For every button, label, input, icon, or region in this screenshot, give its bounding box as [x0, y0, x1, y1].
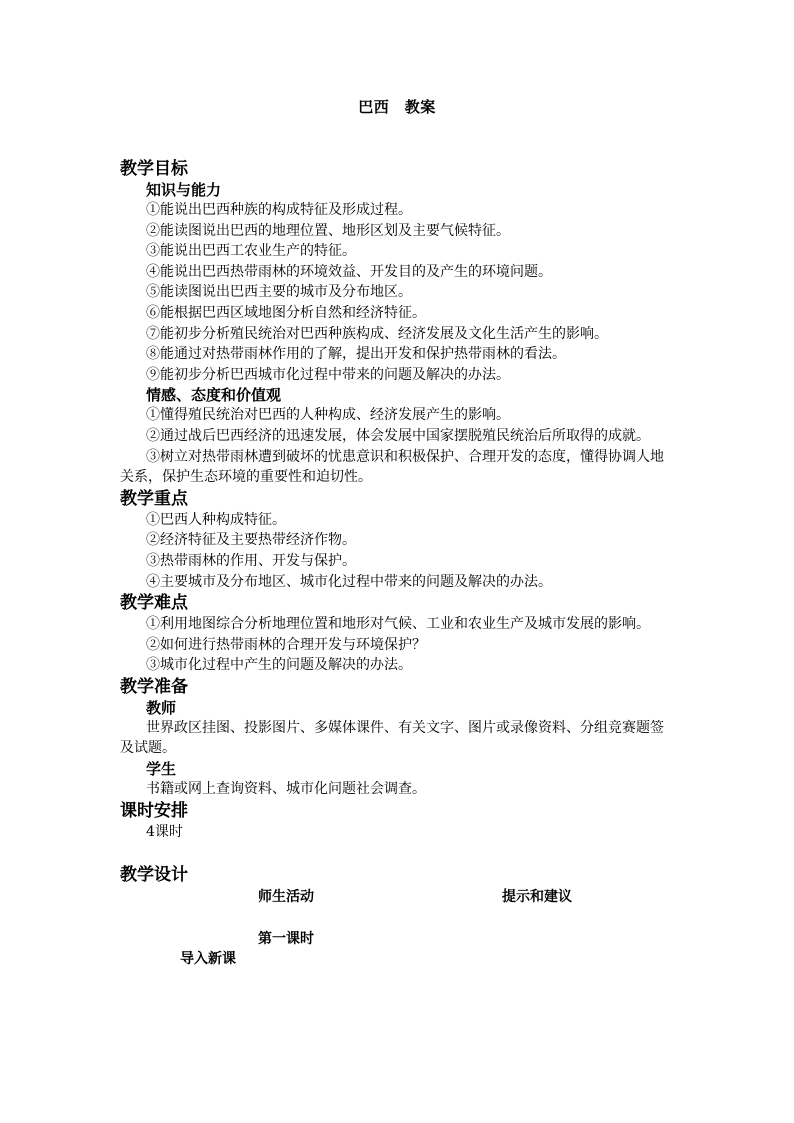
list-item: ⑦能初步分析殖民统治对巴西种族构成、经济发展及文化生活产生的影响。 [146, 325, 608, 342]
difficulties-heading: 教学难点 [120, 593, 188, 614]
list-item: ①巴西人种构成特征。 [146, 511, 286, 528]
list-item: ⑥能根据巴西区域地图分析自然和经济特征。 [146, 304, 426, 321]
list-item: ①利用地图综合分析地理位置和地形对气候、工业和农业生产及城市发展的影响。 [146, 616, 650, 633]
intro-label: 导入新课 [180, 951, 236, 968]
list-item: ③树立对热带雨林遭到破坏的忧患意识和积极保护、合理开发的态度，懂得协调人地关系，保护生态环境的重要性和迫切性。 [120, 448, 664, 486]
design-heading: 教学设计 [120, 865, 188, 886]
list-item: ①能说出巴西种族的构成特征及形成过程。 [146, 202, 412, 218]
spacer [120, 906, 676, 928]
student-heading: 学生 [146, 760, 177, 779]
list-item: ⑤能读图说出巴西主要的城市及分布地区。 [146, 284, 412, 301]
list-item: ③热带雨林的作用、开发与保护。 [146, 552, 356, 569]
spacer [120, 842, 676, 864]
lesson-label: 第一课时 [258, 931, 314, 948]
list-item: ④能说出巴西热带雨林的环境效益、开发目的及产生的环境问题。 [146, 263, 552, 280]
list-item: ②通过战后巴西经济的迅速发展，体会发展中国家摆脱殖民统治后所取得的成就。 [146, 427, 650, 444]
list-item: ②经济特征及主要热带经济作物。 [146, 532, 356, 549]
preparation-heading: 教学准备 [120, 676, 188, 697]
schedule-text: 4课时 [146, 823, 183, 840]
design-column-headers [120, 886, 676, 906]
attitude-heading: 情感、态度和价值观 [146, 386, 282, 405]
document-title: 巴西 教案 [358, 98, 436, 116]
teacher-text: 世界政区挂图、投影图片、多媒体课件、有关文字、图片或录像资料、分组竞赛题签及试题。 [120, 719, 664, 757]
objectives-heading: 教学目标 [120, 159, 188, 179]
list-item: ②能读图说出巴西的地理位置、地形区划及主要气候特征。 [146, 222, 510, 239]
list-item: ⑧能通过对热带雨林作用的了解，提出开发和保护热带雨林的看法。 [146, 346, 566, 363]
list-item: ③城市化过程中产生的问题及解决的办法。 [146, 657, 412, 674]
knowledge-heading: 知识与能力 [146, 181, 222, 199]
column-activity: 师生活动 [258, 889, 314, 906]
column-tips: 提示和建议 [502, 889, 572, 906]
intro-row [120, 948, 676, 968]
lesson-row [120, 928, 676, 948]
list-item: ⑨能初步分析巴西城市化过程中带来的问题及解决的办法。 [146, 366, 510, 383]
list-item: ③能说出巴西工农业生产的特征。 [146, 243, 356, 260]
list-item: ④主要城市及分布地区、城市化过程中带来的问题及解决的办法。 [146, 573, 552, 590]
list-item: ②如何进行热带雨林的合理开发与环境保护？ [146, 636, 426, 653]
key-points-heading: 教学重点 [120, 488, 188, 509]
list-item: ①懂得殖民统治对巴西的人种构成、经济发展产生的影响。 [146, 407, 510, 424]
student-text: 书籍或网上查询资料、城市化问题社会调查。 [146, 781, 426, 798]
teacher-heading: 教师 [146, 698, 177, 717]
document-body [120, 158, 676, 968]
schedule-heading: 课时安排 [120, 800, 188, 821]
